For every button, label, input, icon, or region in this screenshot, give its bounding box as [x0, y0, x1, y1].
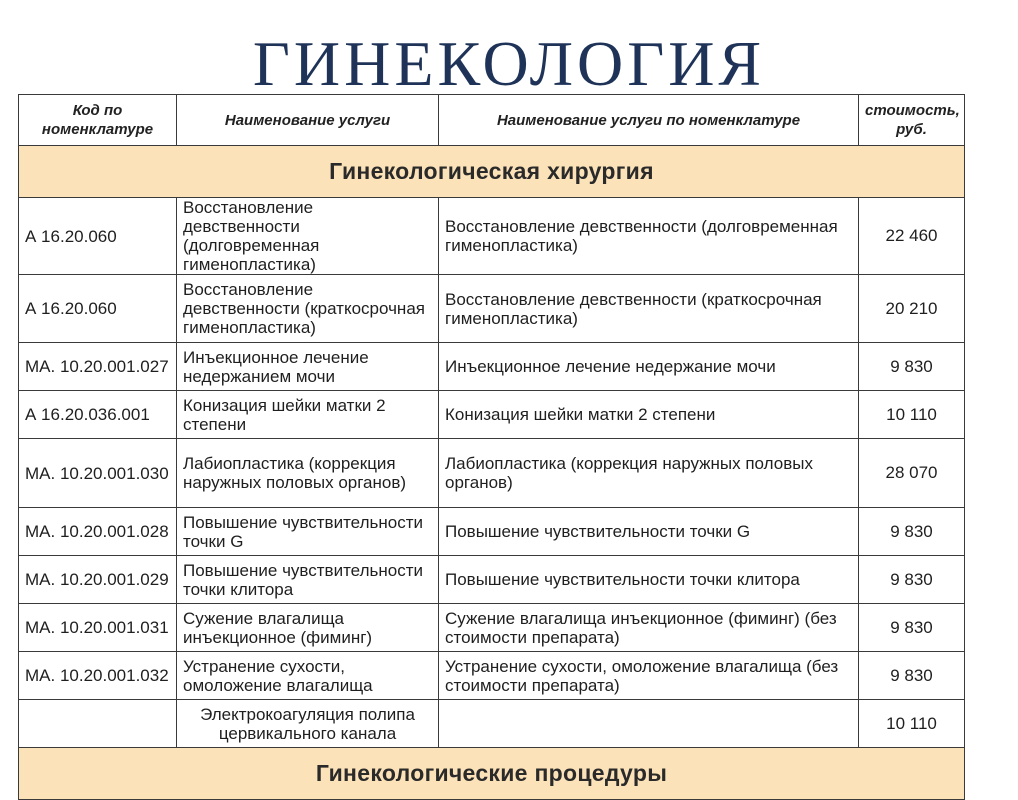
- price-cell: 9 830: [859, 556, 965, 604]
- nomenclature-name-cell: Повышение чувствительности точки G: [439, 508, 859, 556]
- service-name-cell: Повышение чувствительности точки клитора: [177, 556, 439, 604]
- service-name-cell: Восстановление девственности (долговременная гименопластика): [177, 198, 439, 275]
- table-row: [19, 652, 965, 700]
- table-row: [19, 700, 965, 748]
- table-row: [19, 275, 965, 343]
- nomenclature-name-cell: Лабиопластика (коррекция наружных половых органов): [439, 439, 859, 508]
- price-cell: 9 830: [859, 508, 965, 556]
- table-row: [19, 604, 965, 652]
- nomenclature-name-cell: [439, 700, 859, 748]
- code-cell: А 16.20.060: [19, 198, 177, 275]
- price-cell: 9 830: [859, 604, 965, 652]
- service-name-cell: Инъекционное лечение недержанием мочи: [177, 343, 439, 391]
- service-name-cell: Повышение чувствительности точки G: [177, 508, 439, 556]
- nomenclature-name-cell: Повышение чувствительности точки клитора: [439, 556, 859, 604]
- price-cell: 9 830: [859, 343, 965, 391]
- table-row: [19, 556, 965, 604]
- section-row-surgery: [19, 146, 965, 198]
- code-cell: МА. 10.20.001.031: [19, 604, 177, 652]
- nomenclature-name-cell: Восстановление девственности (долговременная гименопластика): [439, 198, 859, 275]
- header-nom-name: Наименование услуги по номенклатуре: [439, 95, 859, 146]
- nomenclature-name-cell: Восстановление девственности (краткосрочная гименопластика): [439, 275, 859, 343]
- service-name-cell: Лабиопластика (коррекция наружных половых органов): [177, 439, 439, 508]
- price-cell: 10 110: [859, 700, 965, 748]
- page-title: ГИНЕКОЛОГИЯ: [252, 28, 766, 99]
- code-cell: МА. 10.20.001.030: [19, 439, 177, 508]
- section-row-procedures: [19, 748, 965, 800]
- code-cell: МА. 10.20.001.028: [19, 508, 177, 556]
- service-name-cell: Устранение сухости, омоложение влагалища: [177, 652, 439, 700]
- code-cell: А 16.20.036.001: [19, 391, 177, 439]
- header-code: Код по номенклатуре: [19, 95, 177, 146]
- service-name-cell: Электрокоагуляция полипа цервикального канала: [177, 700, 439, 748]
- nomenclature-name-cell: Инъекционное лечение недержание мочи: [439, 343, 859, 391]
- nomenclature-name-cell: Устранение сухости, омоложение влагалища (без стоимости препарата): [439, 652, 859, 700]
- service-name-cell: Восстановление девственности (краткосрочная гименопластика): [177, 275, 439, 343]
- price-cell: 28 070: [859, 439, 965, 508]
- table-row: [19, 198, 965, 275]
- nomenclature-name-cell: Конизация шейки матки 2 степени: [439, 391, 859, 439]
- code-cell: МА. 10.20.001.029: [19, 556, 177, 604]
- table-row: [19, 508, 965, 556]
- section-title: Гинекологические процедуры: [19, 748, 965, 800]
- table-header-row: [19, 95, 965, 146]
- nomenclature-name-cell: Сужение влагалища инъекционное (фиминг) (без стоимости препарата): [439, 604, 859, 652]
- price-cell: 20 210: [859, 275, 965, 343]
- price-cell: 22 460: [859, 198, 965, 275]
- section-title: Гинекологическая хирургия: [19, 146, 965, 198]
- code-cell: МА. 10.20.001.027: [19, 343, 177, 391]
- price-cell: 9 830: [859, 652, 965, 700]
- table-row: [19, 391, 965, 439]
- header-name: Наименование услуги: [177, 95, 439, 146]
- table-row: [19, 439, 965, 508]
- price-table: [18, 94, 965, 800]
- service-name-cell: Сужение влагалища инъекционное (фиминг): [177, 604, 439, 652]
- table-row: [19, 343, 965, 391]
- code-cell: А 16.20.060: [19, 275, 177, 343]
- code-cell: МА. 10.20.001.032: [19, 652, 177, 700]
- price-cell: 10 110: [859, 391, 965, 439]
- service-name-cell: Конизация шейки матки 2 степени: [177, 391, 439, 439]
- header-price: стоимость, руб.: [859, 95, 965, 146]
- code-cell: [19, 700, 177, 748]
